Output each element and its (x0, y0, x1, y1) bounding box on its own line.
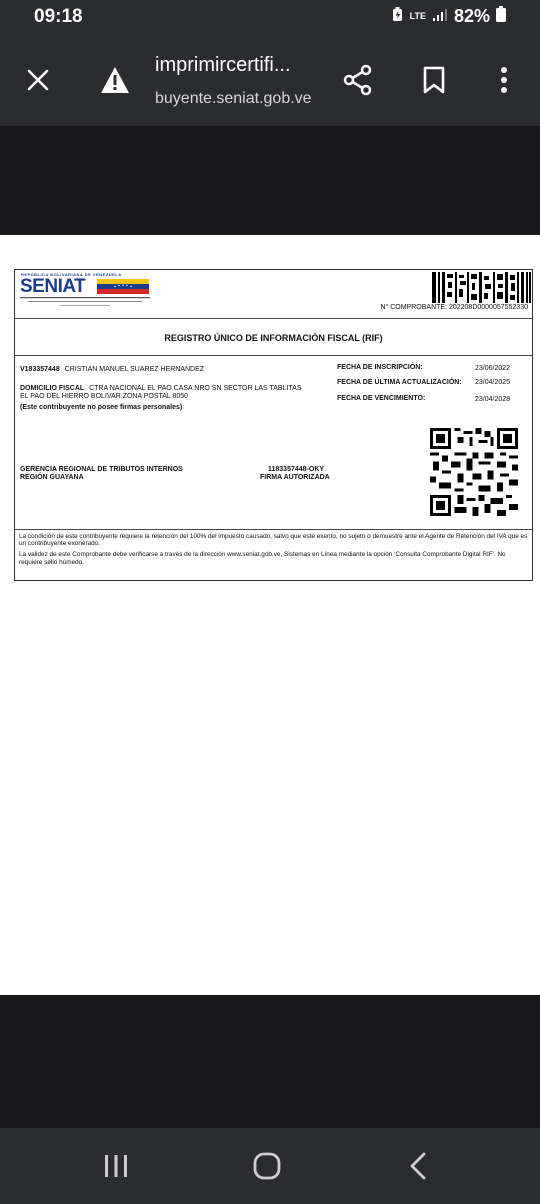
barcode-icon (432, 272, 531, 303)
logo-top-text: REPÚBLICA BOLIVARIANA DE VENEZUELA (21, 272, 122, 277)
bookmark-icon[interactable] (416, 62, 452, 98)
taxpayer-id-row (20, 366, 204, 373)
battery-level: 82% (453, 6, 490, 26)
battery-saver-icon (392, 6, 404, 27)
viewer-bottom-margin (0, 995, 540, 1128)
share-icon[interactable] (340, 62, 376, 98)
status-time: 09:18 (34, 6, 83, 27)
rif-number: V183357448 (20, 366, 60, 373)
firma-code: 1183357448-OKY (268, 466, 325, 473)
domicilio-line1: CTRA NACIONAL EL PAO CASA NRO SN SECTOR LAS TABLITAS (89, 385, 302, 392)
home-icon[interactable] (247, 1150, 287, 1182)
footer-retencion-note: La condición de este contribuyente requiere la retención del 100% del impuesto causado, salvo que esté exento, no sujeto o demuestre ante el Agente de Retención del IVA que es un contribuyente exonerado. (19, 533, 528, 548)
page-title[interactable]: imprimircertifi... (155, 54, 291, 76)
firma-label: FIRMA AUTORIZADA (260, 474, 330, 481)
flag-logo-icon (97, 279, 149, 294)
browser-toolbar (0, 34, 540, 126)
document-page[interactable] (0, 235, 540, 995)
rif-certificate (14, 269, 533, 581)
domicilio-label: DOMICILIO FISCAL (20, 385, 85, 392)
signal-icon (432, 6, 448, 27)
seniat-logo: SENIAT (20, 276, 86, 297)
fecha-inscripcion: 23/06/2022 (475, 365, 511, 372)
section-title: REGISTRO ÚNICO DE INFORMACIÓN FISCAL (RIF) (15, 320, 532, 356)
gerencia-line2: REGIÓN GUAYANA (20, 474, 84, 481)
footer-validez-note: La validez de este Comprobante debe verificarse a través de la dirección www.seniat.gob.ve, Sistemas en Línea mediante la opción 'Consulta Comprobante Digital RIF'. No requiere sello húmedo. (19, 551, 506, 566)
network-type: LTE (409, 11, 426, 21)
android-navigation-bar (0, 1128, 540, 1204)
close-icon[interactable] (20, 62, 56, 98)
gerencia-line1: GERENCIA REGIONAL DE TRIBUTOS INTERNOS (20, 466, 183, 473)
fecha-actualizacion-label: FECHA DE ÚLTIMA ACTUALIZACIÓN: (337, 379, 462, 386)
no-firmas-note: (Este contribuyente no posee firmas personales) (20, 404, 183, 411)
fecha-actualizacion: 23/04/2025 (475, 379, 511, 386)
battery-icon (496, 6, 506, 27)
recents-icon[interactable] (96, 1150, 136, 1182)
more-vert-icon[interactable] (486, 62, 522, 98)
status-bar (0, 0, 540, 34)
viewer-top-margin (0, 126, 540, 235)
fecha-inscripcion-label: FECHA DE INSCRIPCIÓN: (337, 364, 423, 371)
certificate-header (15, 270, 532, 319)
domicilio-line2: EL PAO DEL HIERRO BOLIVAR ZONA POSTAL 8050 (20, 393, 189, 400)
page-url[interactable]: buyente.seniat.gob.ve (155, 90, 312, 107)
certificate-footer (15, 529, 532, 573)
back-icon[interactable] (398, 1150, 438, 1182)
taxpayer-name: CRISTIAN MANUEL SUAREZ HERNANDEZ (64, 366, 205, 373)
warning-icon[interactable] (97, 62, 133, 98)
fecha-vencimiento: 23/04/2028 (475, 396, 511, 403)
logo-subtitle (20, 296, 150, 309)
fecha-vencimiento-label: FECHA DE VENCIMIENTO: (337, 395, 426, 402)
qr-code-icon (430, 428, 518, 516)
status-indicators (392, 6, 506, 27)
comprobante-number: N° COMPROBANTE: 202208D0000057552330 (380, 304, 528, 311)
domicilio-row (20, 385, 302, 392)
